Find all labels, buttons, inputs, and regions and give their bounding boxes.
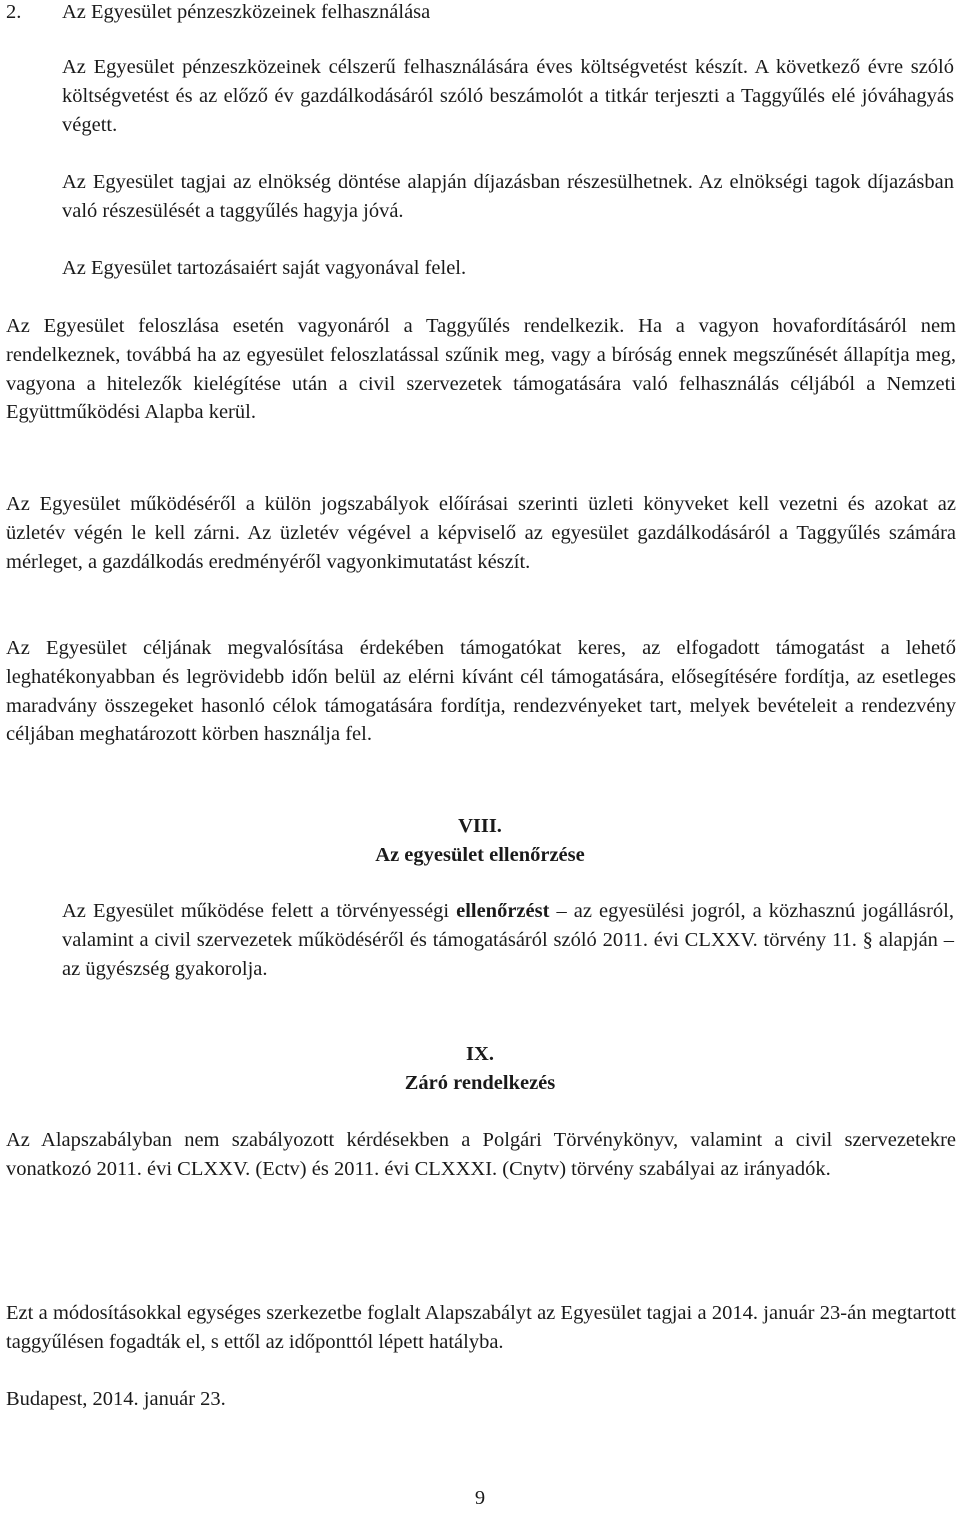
section-ix-title: Záró rendelkezés: [404, 1072, 556, 1094]
section-viii-number: VIII.: [458, 815, 502, 837]
paragraph-remuneration: Az Egyesület tagjai az elnökség döntése alapján díjazásban részesülhetnek. Az elnökségi tagok díjazásban való részesülését a taggyűlés hagyja jóvá.: [62, 171, 954, 222]
section-number: 2.: [6, 1, 22, 23]
supervision-text-before: Az Egyesület működése felett a törvényességi: [62, 900, 457, 922]
paragraph-accounting: Az Egyesület működéséről a külön jogszabályok előírásai szerinti üzleti könyveket kell vezetni és azokat az üzletév végén le kell zárni. Az üzletév végével a képviselő az egyesület gazdálkodásáról a Taggyűlés számára mérleget, a gazdálkodás eredményéről vagyonkimutatást készít.: [6, 493, 956, 573]
paragraph-closing-provision: Az Alapszabályban nem szabályozott kérdésekben a Polgári Törvénykönyv, valamint a civil szervezetekre vonatkozó 2011. évi CLXXV. (Ectv) és 2011. évi CLXXXI. (Cnytv) törvény szabályai az irányadók.: [6, 1129, 956, 1180]
supervision-text-after: – az egyesülési jogról, a közhasznú jogállásról, valamint a civil szervezetek működéséről és támogatásáról szóló 2011. évi CLXXV. törvény 11. § alapján – az ügyészség gyakorolja.: [62, 900, 954, 980]
place-and-date: Budapest, 2014. január 23.: [6, 1388, 226, 1410]
supervision-bold-term: ellenőrzést: [456, 900, 550, 922]
paragraph-supervision: [62, 897, 954, 983]
page-number: 9: [474, 1487, 486, 1509]
paragraph-supporters: Az Egyesület céljának megvalósítása érdekében támogatókat keres, az elfogadott támogatást a lehető leghatékonyabban és legrövidebb időn belül az elérni kívánt cél támogatására, elősegítésére fordítja, az esetleges maradvány összegeket hasonló célok támogatására fordítja, rendezvényeket tart, melyek bevételeit a rendezvény céljában meghatározott körben használja fel.: [6, 637, 956, 746]
section-heading: Az Egyesület pénzeszközeinek felhasználása: [62, 1, 431, 23]
paragraph-budget: Az Egyesület pénzeszközeinek célszerű felhasználására éves költségvetést készít. A következő évre szóló költségvetést és az előző év gazdálkodásáról szóló beszámolót a titkár terjeszti a Taggyűlés elé jóváhagyás végett.: [62, 56, 954, 136]
section-viii-title: Az egyesület ellenőrzése: [375, 844, 585, 866]
section-ix-number: IX.: [466, 1043, 494, 1065]
paragraph-dissolution: Az Egyesület feloszlása esetén vagyonáról a Taggyűlés rendelkezik. Ha a vagyon hovafordításáról nem rendelkeznek, továbbá ha az egyesület feloszlatással szűnik meg, vagy a bíróság ennek megszűnését állapítja meg, vagyona a hitelezők kielégítése után a civil szervezetek támogatására való felhasználás céljából a Nemzeti Együttműködési Alapba kerül.: [6, 315, 956, 424]
paragraph-liability: Az Egyesület tartozásaiért saját vagyonával felel.: [62, 257, 467, 279]
paragraph-adoption: Ezt a módosításokkal egységes szerkezetbe foglalt Alapszabályt az Egyesület tagjai a 2014. január 23-án megtartott taggyűlésen fogadták el, s ettől az időponttól lépett hatályba.: [6, 1302, 956, 1353]
